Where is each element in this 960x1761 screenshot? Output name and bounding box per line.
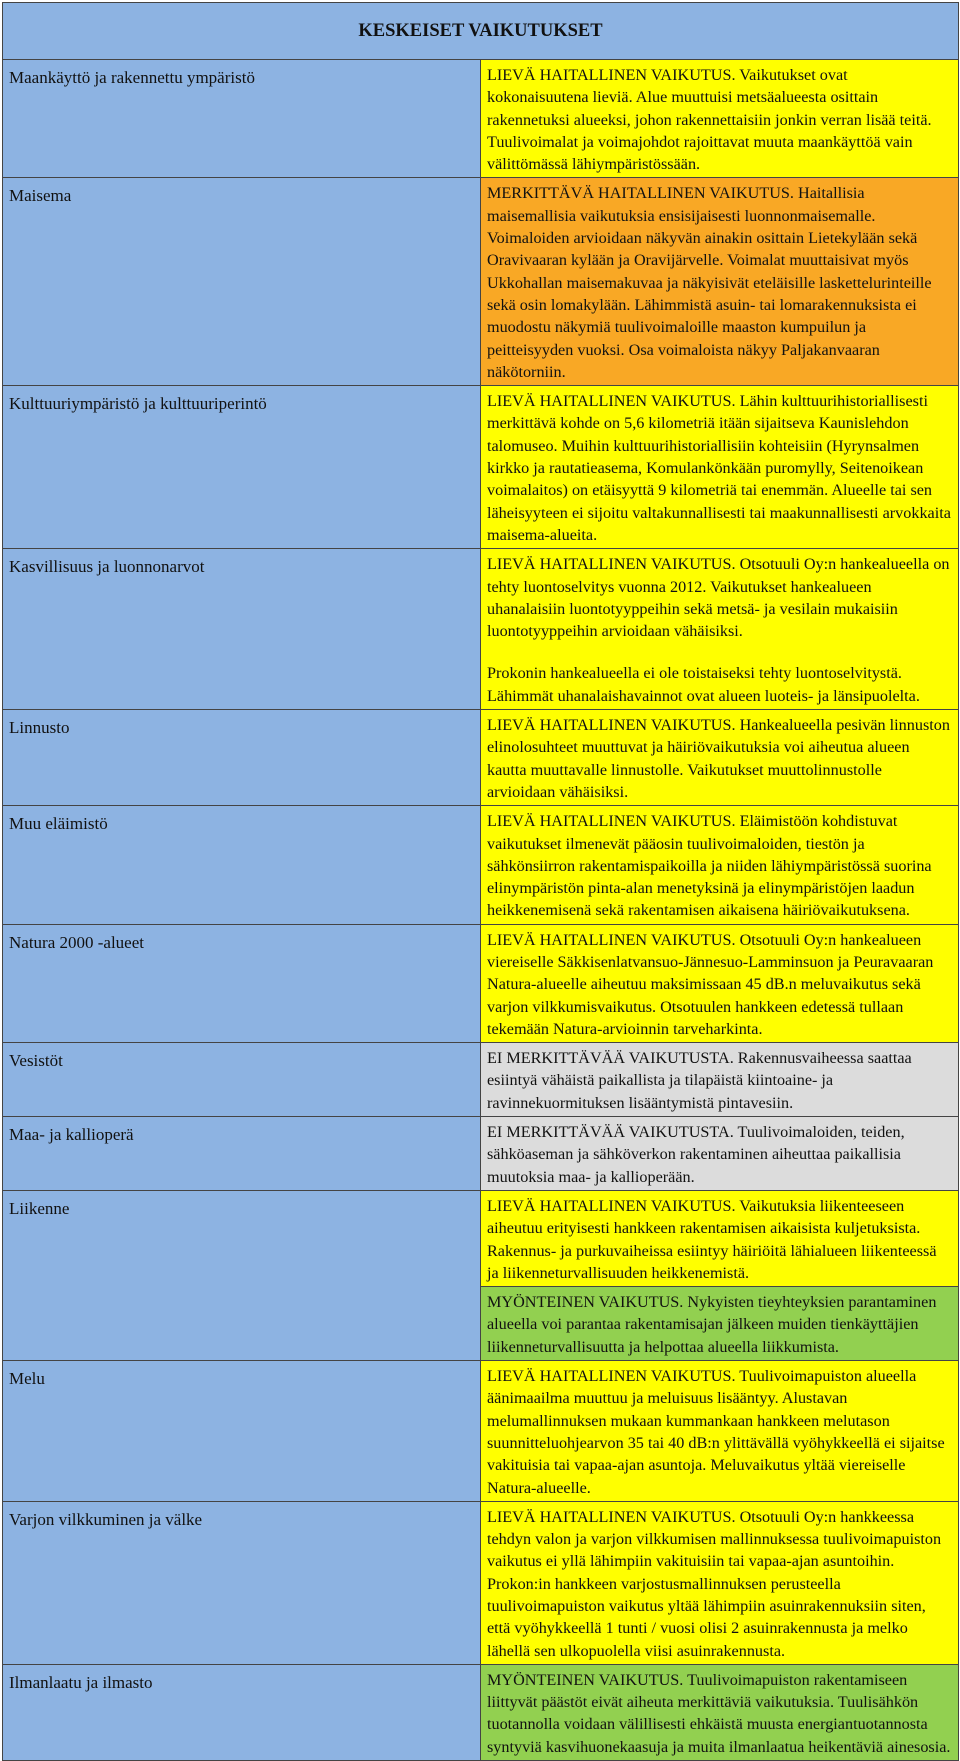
row-text-kasvillisuus (481, 549, 959, 710)
row-label-liikenne: Liikenne (3, 1190, 481, 1360)
page-title: KESKEISET VAIKUTUKSET (3, 3, 959, 60)
row-text-maapera: EI MERKITTÄVÄÄ VAIKUTUSTA. Tuulivoimaloiden, teiden, sähköaseman ja sähköverkon rakentaminen aiheuttaa paikallisia muutoksia maa- ja kallioperään. (481, 1117, 959, 1191)
row-label-varjo: Varjon vilkkuminen ja välke (3, 1501, 481, 1664)
row-label-melu: Melu (3, 1361, 481, 1502)
row-label-elaimisto: Muu eläimistö (3, 806, 481, 924)
row-text-maankaytto: LIEVÄ HAITALLINEN VAIKUTUS. Vaikutukset ovat kokonaisuutena lieviä. Alue muuttuisi metsäalueesta osittain rakennetuksi alueeksi, johon rakennettaisiin jonkin verran lisää teitä. Tuulivoimalat ja voimajohdot rajoittavat muuta maankäyttöä vain välittömässä lähiympäristössään. (481, 60, 959, 178)
row-text-natura: LIEVÄ HAITALLINEN VAIKUTUS. Otsotuuli Oy:n hankealueen viereiselle Säkkisenlatvansuo-Jännesuo-Lamminsuon ja Peuravaaran Natura-alueelle aiheutuu maksimissaan 45 dB.n meluvaikutus sekä varjon vilkkumisvaikutus. Otsotuulen hankkeen edetessä tullaan tekemään Natura-arvioinnin tarveharkinta. (481, 924, 959, 1042)
row-text-linnusto: LIEVÄ HAITALLINEN VAIKUTUS. Hankealueella pesivän linnuston elinolosuhteet muuttuvat ja häiriövaikutuksia voi aiheutua alueen kautta muuttavalle linnustolle. Vaikutukset muuttolinnustolle arvioidaan vähäisiksi. (481, 710, 959, 806)
row-text-vesistot: EI MERKITTÄVÄÄ VAIKUTUSTA. Rakennusvaiheessa saattaa esiintyä vähäistä paikallista ja tilapäistä kiintoaine- ja ravinnekuormituksen lisääntymistä pintavesiin. (481, 1043, 959, 1117)
row-label-kasvillisuus: Kasvillisuus ja luonnonarvot (3, 549, 481, 710)
row-label-kulttuuri: Kulttuuriympäristö ja kulttuuriperintö (3, 386, 481, 549)
row-label-ilmanlaatu: Ilmanlaatu ja ilmasto (3, 1664, 481, 1760)
row-label-vesistot: Vesistöt (3, 1043, 481, 1117)
kasvillisuus-paragraph-2: Prokonin hankealueella ei ole toistaiseksi tehty luontoselvitystä. Lähimmät uhanalaishavainnot ovat alueen luoteis- ja länsipuolelta. (487, 664, 920, 705)
row-text-varjo: LIEVÄ HAITALLINEN VAIKUTUS. Otsotuuli Oy:n hankkeessa tehdyn valon ja varjon vilkkumisen mallinnuksessa tuulivoimapuiston vaikutus ei yllä lähimpiin vakituisiin tai vapaa-ajan asuntoihin. Prokon:in hankkeen varjostusmallinnuksen perusteella tuulivoimapuiston vaikutus yltää lähimpiin asuinrakennuksiin siten, että vyöhykkeellä 1 tunti / vuosi olisi 2 asuinrakennusta ja melko lähellä sen ulkopuolella viisi asuinrakennusta. (481, 1501, 959, 1664)
impact-table (2, 2, 959, 1761)
row-text-melu: LIEVÄ HAITALLINEN VAIKUTUS. Tuulivoimapuiston alueella äänimaailma muuttuu ja meluisuus lisääntyy. Alustavan melumallinnuksen mukaan kummankaan hankkeen melutason suunnitteluohjearvon 35 tai 40 dB:n ylittävällä vyöhykkeellä ei sijaitse vakituisia tai vapaa-ajan asuntoja. Meluvaikutus yltää viereiselle Natura-alueelle. (481, 1361, 959, 1502)
row-text-maisema: MERKITTÄVÄ HAITALLINEN VAIKUTUS. Haitallisia maisemallisia vaikutuksia ensisijaisesti luonnonmaisemalle. Voimaloiden arvioidaan näkyvän ainakin osittain Lietekylään sekä Oravivaaran kylään ja Oravijärvelle. Voimalat muuttaisivat myös Ukkohallan maisemakuvaa ja näkyisivät eteläisille laskettelurinteille sekä osin lomakylään. Lähimmistä asuin- tai lomarakennuksista ei muodostu näkymiä tuulivoimaloille maaston kumpuilun ja peitteisyyden vuoksi. Osa voimaloista näkyy Paljakanvaaran näkötorniin. (481, 178, 959, 386)
row-label-maaperä: Maa- ja kallioperä (3, 1117, 481, 1191)
row-text-kulttuuri: LIEVÄ HAITALLINEN VAIKUTUS. Lähin kulttuurihistoriallisesti merkittävä kohde on 5,6 kilometriä itään sijaitseva Kaunislehdon talomuseo. Muihin kulttuurihistoriallisiin kohteisiin (Hyrynsalmen kirkko ja rautatieasema, Komulankönkään puromylly, Seitenoikean voimalaitos) on etäisyyttä 9 kilometriä tai enemmän. Alueelle tai sen läheisyyteen ei sijoitu valtakunnallisesti tai maakunnallisesti arvokkaita maisema-alueita. (481, 386, 959, 549)
row-text-liikenne-negative: LIEVÄ HAITALLINEN VAIKUTUS. Vaikutuksia liikenteeseen aiheutuu erityisesti hankkeen rakentamisen aikaisista kuljetuksista. Rakennus- ja purkuvaiheissa esiintyy häiriöitä lähialueen liikenteessä ja liikenneturvallisuuden heikkenemistä. (481, 1190, 959, 1286)
row-text-ilmanlaatu: MYÖNTEINEN VAIKUTUS. Tuulivoimapuiston rakentamiseen liittyvät päästöt eivät aiheuta merkittäviä vaikutuksia. Tuulisähkön tuotannolla voidaan välillisesti ehkäistä muusta energiantuotannosta syntyviä kasvihuonekaasuja ja muita ilmanlaatua heikentäviä ainesosia. (481, 1664, 959, 1760)
row-text-liikenne-positive: MYÖNTEINEN VAIKUTUS. Nykyisten tieyhteyksien parantaminen alueella voi parantaa rakentamisajan jälkeen muiden tienkäyttäjien liikenneturvallisuutta ja helpottaa alueella liikkumista. (481, 1287, 959, 1361)
row-label-maankaytto: Maankäyttö ja rakennettu ympäristö (3, 60, 481, 178)
row-label-linnusto: Linnusto (3, 710, 481, 806)
row-label-natura: Natura 2000 -alueet (3, 924, 481, 1042)
row-text-elaimisto: LIEVÄ HAITALLINEN VAIKUTUS. Eläimistöön kohdistuvat vaikutukset ilmenevät pääosin tuulivoimaloiden, tiestön ja sähkönsiirron rakentamispaikoilla ja niiden lähiympäristössä suorina elinympäristön pinta-alan menetyksinä ja elinympäristöjen laadun heikkenemisenä sekä rakentamisen aikaisena häiriövaikutuksena. (481, 806, 959, 924)
row-label-maisema: Maisema (3, 178, 481, 386)
kasvillisuus-paragraph-1: LIEVÄ HAITALLINEN VAIKUTUS. Otsotuuli Oy:n hankealueella on tehty luontoselvitys vuonna 2012. Vaikutukset hankealueen uhanalaisiin luontotyyppeihin sekä metsä- ja vesilain mukaisiin luontotyyppeihin arvioidaan vähäisiksi. (487, 555, 950, 641)
